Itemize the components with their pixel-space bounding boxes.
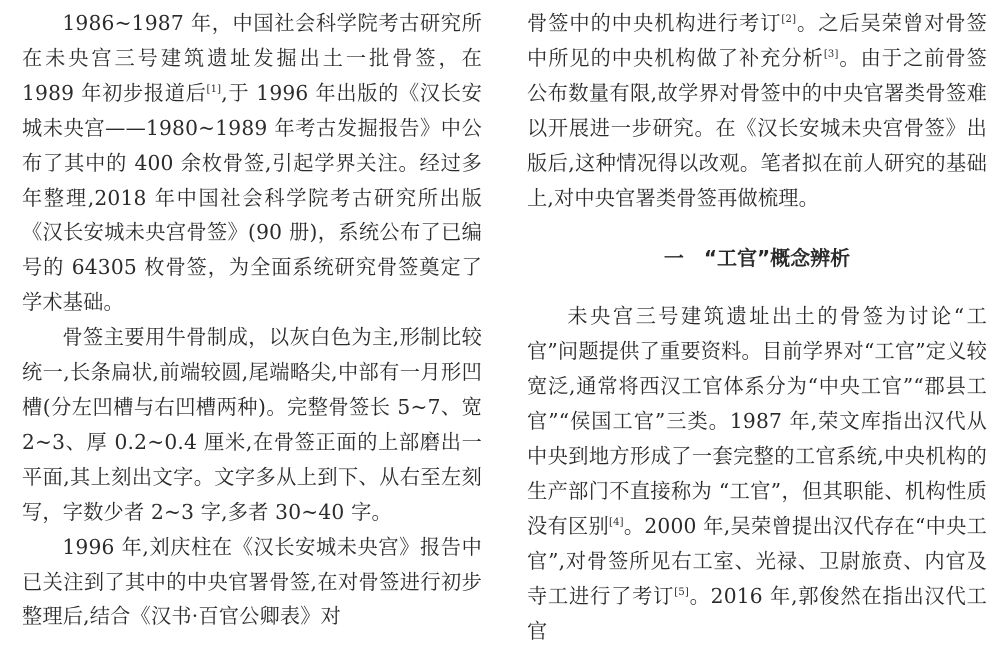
text: 。2000 年,吴荣曾提出汉代存在“中央工官”,对骨签所见右工室、光禄、卫尉旅贲、内官及寺工进行了考订 [527,513,987,608]
text: 骨签中的中央机构进行考订 [527,11,782,35]
section-heading: 一 “工官”概念辨析 [663,246,851,271]
right-column [527,6,987,648]
text: 。由于之前骨签公布数量有限,故学界对骨签中的中央官署类骨签难以开展进一步研究。在《汉长安城未央宫骨签》出版后,这种情况得以改观。笔者拟在前人研究的基础上,对中央官署类骨签再做梳理。 [527,45,987,210]
spacer [527,276,987,299]
footnote-ref: [1] [206,83,222,95]
footnote-ref: [3] [823,48,839,60]
text: 1986~1987 年，中国社会科学院考古研究所在未央宫三号建筑遗址发掘出土一批骨签，在 1989 年初步报道后 [22,11,482,105]
paragraph-continued [527,6,987,215]
text: 。2016 年,郭俊然在指出汉代工官 [527,583,987,643]
left-column [22,6,482,634]
footnote-ref: [2] [781,14,797,25]
paragraph-intro [22,6,482,320]
text: ,于 1996 年出版的《汉长安城未央宫——1980~1989 年考古发掘报告》中公布了其中的 400 余枚骨签,引起学界关注。经过多年整理,2018 年中国社会科学院考古研究所出版《汉长安城未央宫骨签》(90 册)，系统公布了已编号的 64305 枚骨签，为全面系统研究骨签奠定了学术基础。 [22,80,483,315]
text: 。之后吴荣曾对骨签中所见的中央机构做了补充分析 [527,11,987,70]
paragraph-gongguan [527,299,987,648]
text: 未央宫三号建筑遗址出土的骨签为讨论“工官”问题提供了重要资料。目前学界对“工官”定义较宽泛,通常将西汉工官体系分为“中央工官”“郡县工官”“侯国工官”三类。1987 年,荣文库指出汉代从中央到地方形成了一套完整的工官系统,中央机构的生产部门不直接称为 “工官”，但其职能、机构性质没有区别 [527,304,987,538]
footnote-ref: [5] [674,586,689,598]
paragraph-description: 骨签主要用牛骨制成，以灰白色为主,形制比较统一,长条扁状,前端较圆,尾端略尖,中部有一月形凹槽(分左凹槽与右凹槽两种)。完整骨签长 5~7、宽 2~3、厚 0.2~0.4 厘米,在骨签正面的上部磨出一平面,其上刻出文字。文字多从上到下、从右至左刻写，字数少者 2~3 字,多者 30~40 字。 [22,325,482,524]
paragraph-research: 1996 年,刘庆柱在《汉长安城未央宫》报告中已关注到了其中的中央官署骨签,在对骨签进行初步整理后,结合《汉书·百官公卿表》对 [22,534,482,629]
spacer [527,215,987,241]
footnote-ref: [4] [609,516,624,528]
